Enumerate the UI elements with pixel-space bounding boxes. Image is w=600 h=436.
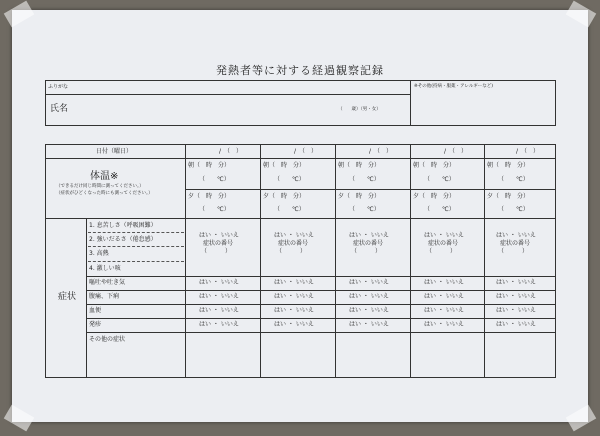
severe-number-label: 症状の番号 [278,240,309,247]
tape-top-left [4,1,35,28]
patient-info-box [45,80,556,126]
tape-top-right [566,1,597,28]
answer-row-2: はい ・ いいえ [274,293,314,300]
morning-temp: （ ℃） [498,176,529,183]
morning-temp: （ ℃） [199,176,230,183]
name-label: 氏名 [50,104,69,114]
document-sheet [12,10,588,422]
document-title: 発熱者等に対する経過観察記録 [216,64,384,77]
temperature-label: 体温※ [90,171,119,182]
furigana-label: ふりがな [48,84,69,90]
answer-row-3: はい ・ いいえ [496,307,536,314]
answer-row-3: はい ・ いいえ [349,307,389,314]
tape-bottom-left [4,405,35,432]
morning-time: 朝（ 時 分） [338,162,381,169]
evening-time: 夕（ 時 分） [487,193,530,200]
symptom-label: 症状 [58,292,77,302]
answer-row-3: はい ・ いいえ [424,307,464,314]
evening-time: 夕（ 時 分） [263,193,306,200]
answer-row-2: はい ・ いいえ [424,293,464,300]
severe-number-label: 症状の番号 [428,240,459,247]
evening-temp: （ ℃） [424,206,455,213]
severe-number-field: （ ） [426,248,457,255]
answer-row-1: はい ・ いいえ [199,279,239,286]
evening-time: 夕（ 時 分） [338,193,381,200]
severe-answer: はい ・ いいえ [349,232,389,239]
evening-time: 夕（ 時 分） [413,193,456,200]
day-column [484,145,555,377]
answer-row-1: はい ・ いいえ [274,279,314,286]
answer-row-3: はい ・ いいえ [199,307,239,314]
other-row-4: 発疹 [89,321,102,328]
other-symptoms-label: その他の症状 [89,336,126,343]
age-sex-field: （ 歳）（男・女） [338,107,381,112]
morning-time: 朝（ 時 分） [413,162,456,169]
other-row-2: 腹痛、下痢 [89,293,120,300]
severe-number-label: 症状の番号 [353,240,384,247]
symptom-1: 1. 息苦しさ（呼吸困難） [89,222,157,229]
answer-row-1: はい ・ いいえ [349,279,389,286]
tape-bottom-right [566,405,597,432]
answer-row-4: はい ・ いいえ [424,321,464,328]
answer-row-1: はい ・ いいえ [496,279,536,286]
day-column [185,145,260,377]
severe-number-field: （ ） [498,248,529,255]
answer-row-2: はい ・ いいえ [199,293,239,300]
observation-table [45,144,556,378]
severe-answer: はい ・ いいえ [496,232,536,239]
date-field: / （ ） [219,148,243,155]
other-info-label: ※その他(持病・服薬・アレルギーなど) [414,84,493,89]
day-column [335,145,410,377]
date-field: / （ ） [369,148,393,155]
answer-row-3: はい ・ いいえ [274,307,314,314]
answer-row-4: はい ・ いいえ [274,321,314,328]
answer-row-2: はい ・ いいえ [496,293,536,300]
evening-temp: （ ℃） [274,206,305,213]
symptom-4: 4. 激しい咳 [89,265,121,272]
day-column [410,145,484,377]
severe-number-label: 症状の番号 [203,240,234,247]
evening-temp: （ ℃） [199,206,230,213]
evening-time: 夕（ 時 分） [188,193,231,200]
morning-time: 朝（ 時 分） [188,162,231,169]
date-field: / （ ） [516,148,540,155]
morning-temp: （ ℃） [349,176,380,183]
morning-temp: （ ℃） [274,176,305,183]
answer-row-4: はい ・ いいえ [349,321,389,328]
answer-row-1: はい ・ いいえ [424,279,464,286]
severe-answer: はい ・ いいえ [199,232,239,239]
evening-temp: （ ℃） [349,206,380,213]
answer-row-2: はい ・ いいえ [349,293,389,300]
morning-time: 朝（ 時 分） [263,162,306,169]
temperature-note-1: （できるだけ同じ時間に測ってください。） [56,184,144,189]
morning-time: 朝（ 時 分） [487,162,530,169]
morning-temp: （ ℃） [424,176,455,183]
severe-number-label: 症状の番号 [500,240,531,247]
date-field: / （ ） [444,148,468,155]
answer-row-4: はい ・ いいえ [496,321,536,328]
severe-answer: はい ・ いいえ [274,232,314,239]
answer-row-4: はい ・ いいえ [199,321,239,328]
evening-temp: （ ℃） [498,206,529,213]
severe-number-field: （ ） [351,248,382,255]
temperature-note-2: （症状がひどくなった時にも測ってください。） [56,191,153,196]
other-row-3: 血便 [89,307,102,314]
symptom-2: 2. 強いだるさ（倦怠感） [89,236,157,243]
date-label: 日付（曜日） [96,148,133,155]
severe-number-field: （ ） [276,248,307,255]
severe-answer: はい ・ いいえ [424,232,464,239]
day-column [260,145,335,377]
symptom-3: 3. 高熱 [89,250,109,257]
other-row-1: 嘔吐や吐き気 [89,279,126,286]
severe-number-field: （ ） [201,248,232,255]
date-field: / （ ） [294,148,318,155]
